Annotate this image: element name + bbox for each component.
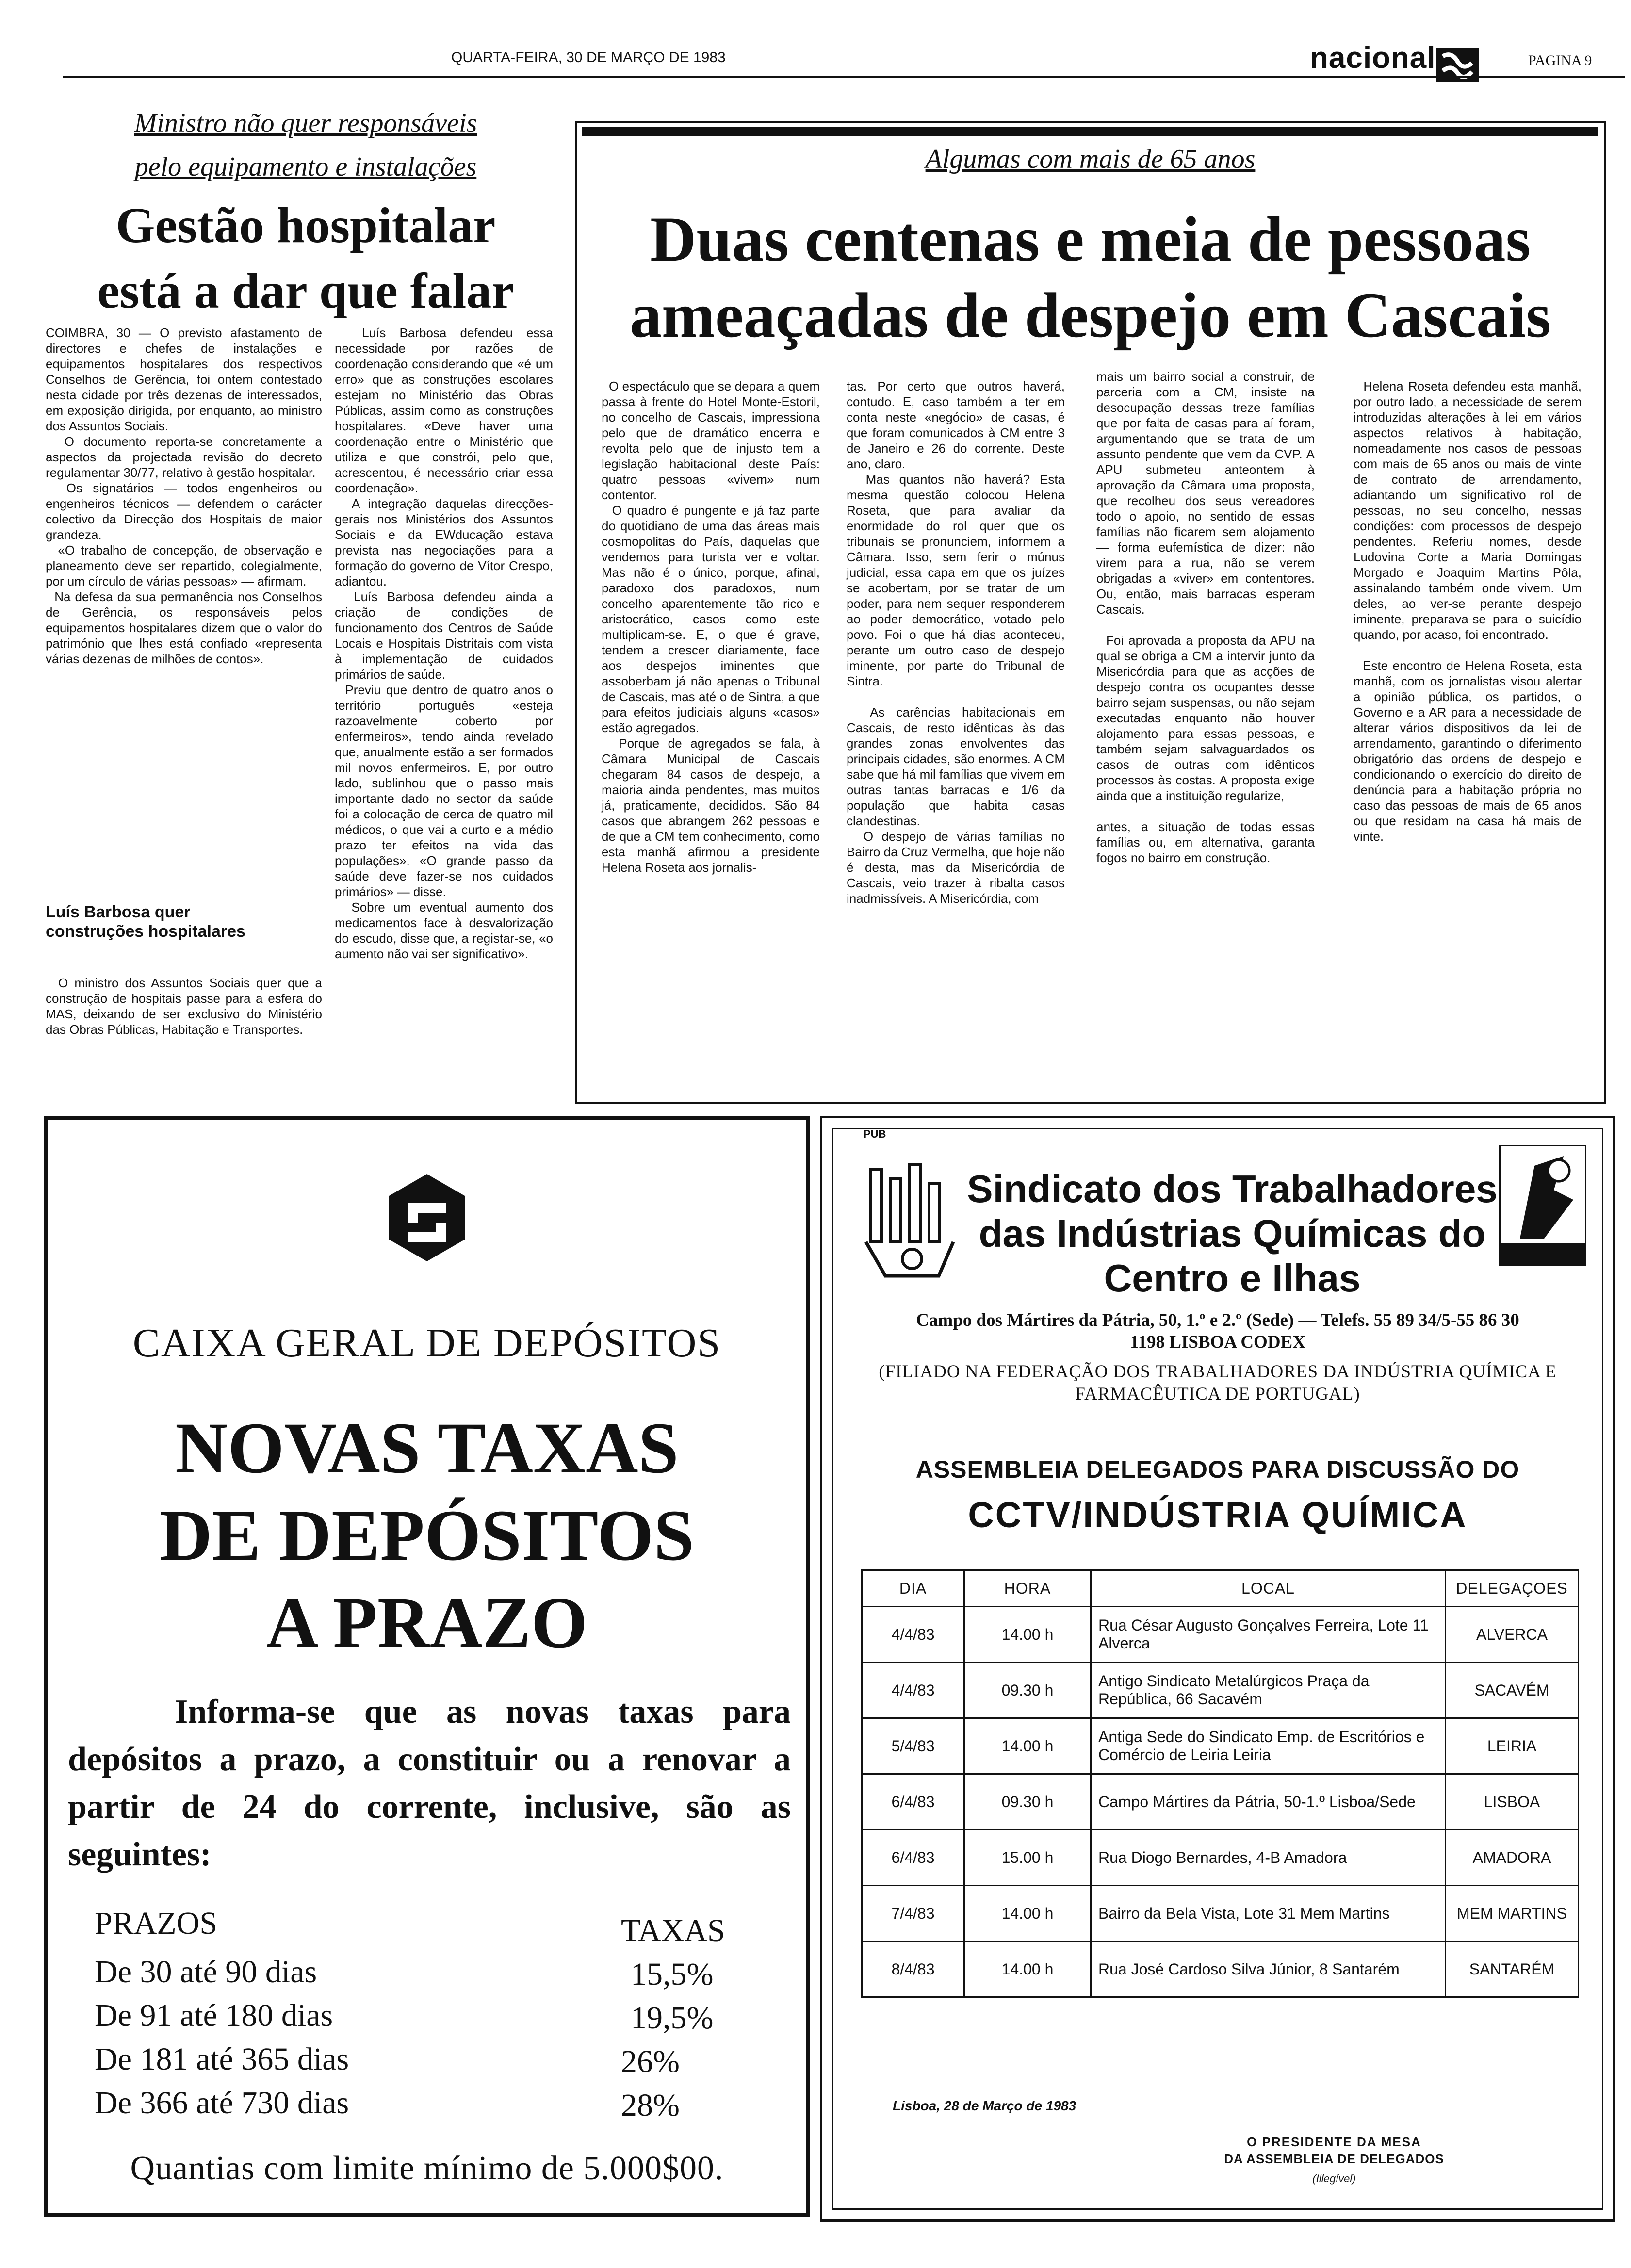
cell-local: Antiga Sede do Sindicato Emp. de Escritórios e Comércio de Leiria Leiria <box>1091 1718 1446 1774</box>
right-article-col3: mais um bairro social a construir, de parceria com a CM, insiste na desocupação dessas treze famílias que por falta de casas para aí foram, argumentando que se trata de um assunto pendente que vem da CVP. A APU submeteu anteontem à aprovação da Câmara uma proposta, que recolheu dos seus vereadores todo o apoio, no sentido de essas famílias não ficarem sem alojamento — forma eufemística de dizer: não virem para a rua, não se verem obrigadas a «viver» em contentores. Ou, então, mais barracas esperam Cascais. Foi aprovada a proposta da APU na qual se obriga a CM a intervir junto da Misericórdia para que as acções de despejo contra os ocupantes desse bairro sejam suspensas, ou não sejam executadas enquanto não houver alojamento para essas pessoas, e também sejam salvaguardados os casos de outras com idênticos processos às costas. A proposta exige ainda que a instituição regularize, antes, a situação de todas essas famílias ou, em alternativa, garanta fogos no bairro em construção. <box>1096 369 1315 865</box>
masthead-date: QUARTA-FEIRA, 30 DE MARÇO DE 1983 <box>451 49 726 65</box>
cell-delegacao: SANTARÉM <box>1446 1942 1579 1997</box>
cgd-title-line2: DE DEPÓSITOS <box>160 1495 694 1576</box>
cgd-rate-row-prazo: De 181 até 365 dias <box>95 2041 349 2077</box>
table-row <box>862 1774 1579 1830</box>
table-row <box>862 1830 1579 1886</box>
union-signature: (Illegível) <box>1312 2172 1356 2185</box>
cell-dia: 6/4/83 <box>862 1830 964 1886</box>
cell-hora: 14.00 h <box>964 1942 1091 1997</box>
cell-hora: 14.00 h <box>964 1718 1091 1774</box>
left-headline-line2: está a dar que falar <box>97 263 514 319</box>
union-dateline: Lisboa, 28 de Março de 1983 <box>893 2098 1076 2113</box>
union-schedule-table <box>861 1569 1579 1998</box>
cgd-rate-row-prazo: De 366 até 730 dias <box>95 2085 349 2121</box>
right-kicker: Algumas com mais de 65 anos <box>925 144 1256 174</box>
section-name: nacional <box>1310 41 1436 75</box>
cell-delegacao: ALVERCA <box>1446 1607 1579 1663</box>
right-article-col1: O espectáculo que se depara a quem passa à frente do Hotel Monte-Estoril, no concelho de Cascais, impressiona pelo que de dramático encerra e revolta pelo que de injusto tem a legislação habitacional deste País: quatro pessoas «vivem» num contentor. O quadro é pungente e já faz parte do quotidiano de uma das áreas mais cosmopolitas do País, daquelas que vendemos para turista ver e voltar. Mas não é o único, porque, afinal, paradoxo dos paradoxos, num concelho aparentemente tão rico e aristocrático, casos como este multiplicam-se. E, o que é grave, tendem a crescer diariamente, face aos despejos iminentes que assoberbam já não apenas o Tribunal de Cascais, mas até o de Sintra, a que para efeitos judiciais alguns «casos» estão agregados. Porque de agregados se fala, à Câmara Municipal de Cascais chegaram 84 casos de despejo, a maioria ainda pendentes, mas muitos já, praticamente, decididos. São 84 casos que abrangem 262 pessoas e de que a CM tem conhecimento, como esta manhã afirmou a presidente Helena Roseta aos jornalis- <box>602 379 820 875</box>
right-article-top-bar <box>582 127 1598 136</box>
header-dia: DIA <box>862 1570 964 1607</box>
cell-local: Rua César Augusto Gonçalves Ferreira, Lote 11 Alverca <box>1091 1607 1446 1663</box>
union-flag-logo-icon <box>1499 1145 1586 1266</box>
cell-hora: 14.00 h <box>964 1607 1091 1663</box>
union-name-line1: Sindicato dos Trabalhadores <box>967 1167 1498 1210</box>
cell-hora: 09.30 h <box>964 1663 1091 1718</box>
right-article-col4: Helena Roseta defendeu esta manhã, por outro lado, a necessidade de serem introduzidas alterações à lei em vários aspectos relativos à habitação, nomeadamente nos casos de pessoas com mais de 65 anos ou mais de vinte de contrato de arrendamento, adiantando um significativo rol de pessoas, no seu concelho, nessas condições: com processos de despejo pendentes. Referiu nomes, desde Ludovina Corte a Maria Domingas Morgado e Joaquim Martins Pôla, assinalando também onde vivem. Um deles, ao ver-se perante despejo iminente, preparava-se para o suicídio quando, por acaso, foi encontrado. Este encontro de Helena Roseta, esta manhã, com os jornalistas visou alertar a opinião pública, os partidos, o Governo e a AR para a necessidade de alterar vários dispositivos da lei de arrendamento, garantindo o diferimento obrigatório das ordens de despejo e condicionando o exercício do direito de denúncia para a habitação própria no caso das pessoas de mais de 65 anos ou que residam na casa há mais de vinte. <box>1354 379 1582 844</box>
cgd-title-line3: A PRAZO <box>266 1583 588 1663</box>
table-row <box>862 1886 1579 1942</box>
union-pub-label: PUB <box>864 1128 886 1140</box>
cell-dia: 4/4/83 <box>862 1607 964 1663</box>
cell-delegacao: SACAVÉM <box>1446 1663 1579 1718</box>
cell-local: Campo Mártires da Pátria, 50-1.º Lisboa/Sede <box>1091 1774 1446 1830</box>
masthead-rule <box>63 76 1625 78</box>
union-address-line2: 1198 LISBOA CODEX <box>1130 1332 1305 1352</box>
union-affiliation: (FILIADO NA FEDERAÇÃO DOS TRABALHADORES DA INDÚSTRIA QUÍMICA E FARMACÊUTICA DE PORTUGAL) <box>879 1362 1557 1404</box>
cgd-rate-row-taxa: 26% <box>621 2044 680 2079</box>
cgd-brand: CAIXA GERAL DE DEPÓSITOS <box>132 1321 721 1366</box>
left-article-subhead: Luís Barbosa quer construções hospitalares <box>46 903 245 941</box>
table-row <box>862 1718 1579 1774</box>
right-headline-line2: ameaçadas de despejo em Cascais <box>629 279 1551 351</box>
cgd-rate-row-prazo: De 91 até 180 dias <box>95 1998 333 2033</box>
table-row <box>862 1942 1579 1997</box>
cell-hora: 15.00 h <box>964 1830 1091 1886</box>
cell-local: Bairro da Bela Vista, Lote 31 Mem Martins <box>1091 1886 1446 1942</box>
union-name-line2: das Indústrias Químicas do <box>979 1212 1486 1255</box>
page-number: PAGINA 9 <box>1528 52 1592 68</box>
cell-dia: 6/4/83 <box>862 1774 964 1830</box>
cgd-rate-row-taxa: 28% <box>621 2088 680 2123</box>
cgd-col-taxas: TAXAS <box>621 1913 725 1948</box>
union-assembly-subject: CCTV/INDÚSTRIA QUÍMICA <box>968 1495 1468 1535</box>
left-article-col2: Luís Barbosa defendeu essa necessidade por razões de coordenação considerando que «é um erro» que as construções escolares estejam no Ministério das Obras Públicas, assim como as construções hospitalares. «Deve haver uma coordenação entre o Ministério que utiliza e que constrói, pelo que, acrescentou, é necessário criar essa coordenação». A integração daquelas direcções-gerais nos Ministérios dos Assuntos Sociais e da EWducação estava prevista nas negociações para a formação do governo de Vítor Crespo, adiantou. Luís Barbosa defendeu ainda a criação de condições de funcionamento dos Centros de Saúde Locais e Hospitais Distritais com vista à implementação de cuidados primários de saúde. Previu que dentro de quatro anos o território português «esteja razoavelmente coberto por enfermeiros», tendo ainda revelado que, anualmente estão a ser formados mil novos enfermeiros. E, por outro lado, sublinhou que o passo mais importante dado no sector da saúde foi a colocação de cerca de quatro mil médicos, o que vai a curto e a médio prazo ter efeitos na vida das populações». «O grande passo da saúde deve fazer-se nos cuidados primários» — disse. Sobre um eventual aumento dos medicamentos face à desvalorização do escudo, disse que, a registar-se, «o aumento não vai ser significativo». <box>335 326 554 961</box>
cgd-rate-row-taxa: 19,5% <box>631 2000 714 2036</box>
header-delegacoes: DELEGAÇOES <box>1446 1570 1579 1607</box>
left-article-col1-after: O ministro dos Assuntos Sociais quer que a construção de hospitais passe para a esfera do MAS, deixando de ser exclusivo do Ministério das Obras Públicas, Habitação e Transportes. <box>46 976 326 1037</box>
header-hora: HORA <box>964 1570 1091 1607</box>
union-address-line1: Campo dos Mártires da Pátria, 50, 1.º e 2.º (Sede) — Telefs. 55 89 34/5-55 86 30 <box>916 1310 1519 1330</box>
union-signoff-line1: O PRESIDENTE DA MESA <box>1247 2135 1421 2149</box>
right-article-col2: tas. Por certo que outros haverá, contudo. E, caso também a ter em conta neste «negócio» de casas, é que foram comunicados à CM entre 3 de Janeiro e 26 do corrente. Deste ano, claro. Mas quantos não haverá? Esta mesma questão colocou Helena Roseta, que para avaliar da enormidade do rol quer que os tribunais se pronunciem, informem a Câmara. Isso, sem ferir o múnus judicial, essa capa em que os juízes se acobertam, por se tratar de um poder, para nem sequer responderem ao poder democrático, votado pelo povo. Foi o que há dias aconteceu, perante um outro caso de despejo iminente, por parte do Tribunal de Sintra. As carências habitacionais em Cascais, de resto idênticas às das grandes zonas envolventes das principais cidades, são enormes. A CM sabe que há mil famílias que vivem em outras tantas barracas e 1/6 da população que habita casas clandestinas. O despejo de várias famílias no Bairro da Cruz Vermelha, que hoje não é desta, mas da Misericórdia de Cascais, veio trazer à ribalta casos inadmissíveis. A Misericórdia, com <box>847 379 1065 906</box>
cgd-footer: Quantias com limite mínimo de 5.000$00. <box>130 2150 724 2187</box>
left-kicker-line2: pelo equipamento e instalações <box>134 152 477 182</box>
cgd-rate-row-taxa: 15,5% <box>631 1957 714 1992</box>
cell-delegacao: LISBOA <box>1446 1774 1579 1830</box>
cgd-col-prazos: PRAZOS <box>95 1906 218 1941</box>
cell-dia: 5/4/83 <box>862 1718 964 1774</box>
cell-hora: 14.00 h <box>964 1886 1091 1942</box>
cell-delegacao: MEM MARTINS <box>1446 1886 1579 1942</box>
union-name-line3: Centro e Ilhas <box>1104 1256 1361 1300</box>
union-emblem-icon <box>856 1159 963 1286</box>
cell-local: Rua José Cardoso Silva Júnior, 8 Santarém <box>1091 1942 1446 1997</box>
cell-local: Antigo Sindicato Metalúrgicos Praça da República, 66 Sacavém <box>1091 1663 1446 1718</box>
cgd-body: Informa-se que as novas taxas para depósitos a prazo, a constituir ou a renovar a partir de 24 do corrente, inclusive, são as seguintes: <box>68 1693 791 1873</box>
header-local: LOCAL <box>1091 1570 1446 1607</box>
cgd-title-line1: NOVAS TAXAS <box>175 1408 679 1488</box>
cell-local: Rua Diogo Bernardes, 4-B Amadora <box>1091 1830 1446 1886</box>
cell-dia: 7/4/83 <box>862 1886 964 1942</box>
table-header-row <box>862 1570 1579 1607</box>
cell-delegacao: LEIRIA <box>1446 1718 1579 1774</box>
left-article-col1: COIMBRA, 30 — O previsto afastamento de directores e chefes de instalações e equipamentos hospitalares dos respectivos Conselhos de Gerência, foi ontem contestado nesta cidade por três dezenas de interessados, em exposição dirigida, por enquanto, ao ministro dos Assuntos Sociais. O documento reporta-se concretamente a aspectos da projectada revisão do decreto regulamentar 30/77, relativo à gestão hospitalar. Os signatários — todos engenheiros ou engenheiros técnicos — defendem o carácter colectivo da Direcção dos Hospitais de maior grandeza. «O trabalho de concepção, de observação e planeamento deve ser repartido, colegialmente, por um círculo de várias pessoas» — afirmam. Na defesa da sua permanência nos Conselhos de Gerência, os responsáveis pelos equipamentos hospitalares dizem que o valor do património que lhes está confiado «representa várias dezenas de milhões de contos». <box>46 326 323 666</box>
table-row <box>862 1607 1579 1663</box>
right-headline-line1: Duas centenas e meia de pessoas <box>650 203 1531 275</box>
cgd-rate-row-prazo: De 30 até 90 dias <box>95 1954 317 1990</box>
union-assembly-title: ASSEMBLEIA DELEGADOS PARA DISCUSSÃO DO <box>915 1456 1520 1483</box>
cell-delegacao: AMADORA <box>1446 1830 1579 1886</box>
union-signoff-line2: DA ASSEMBLEIA DE DELEGADOS <box>1224 2152 1444 2166</box>
cell-hora: 09.30 h <box>964 1774 1091 1830</box>
cgd-logo-icon <box>378 1169 475 1266</box>
table-row <box>862 1663 1579 1718</box>
left-headline-line1: Gestão hospitalar <box>115 197 496 253</box>
cell-dia: 8/4/83 <box>862 1942 964 1997</box>
cell-dia: 4/4/83 <box>862 1663 964 1718</box>
left-kicker-line1: Ministro não quer responsáveis <box>134 108 477 138</box>
